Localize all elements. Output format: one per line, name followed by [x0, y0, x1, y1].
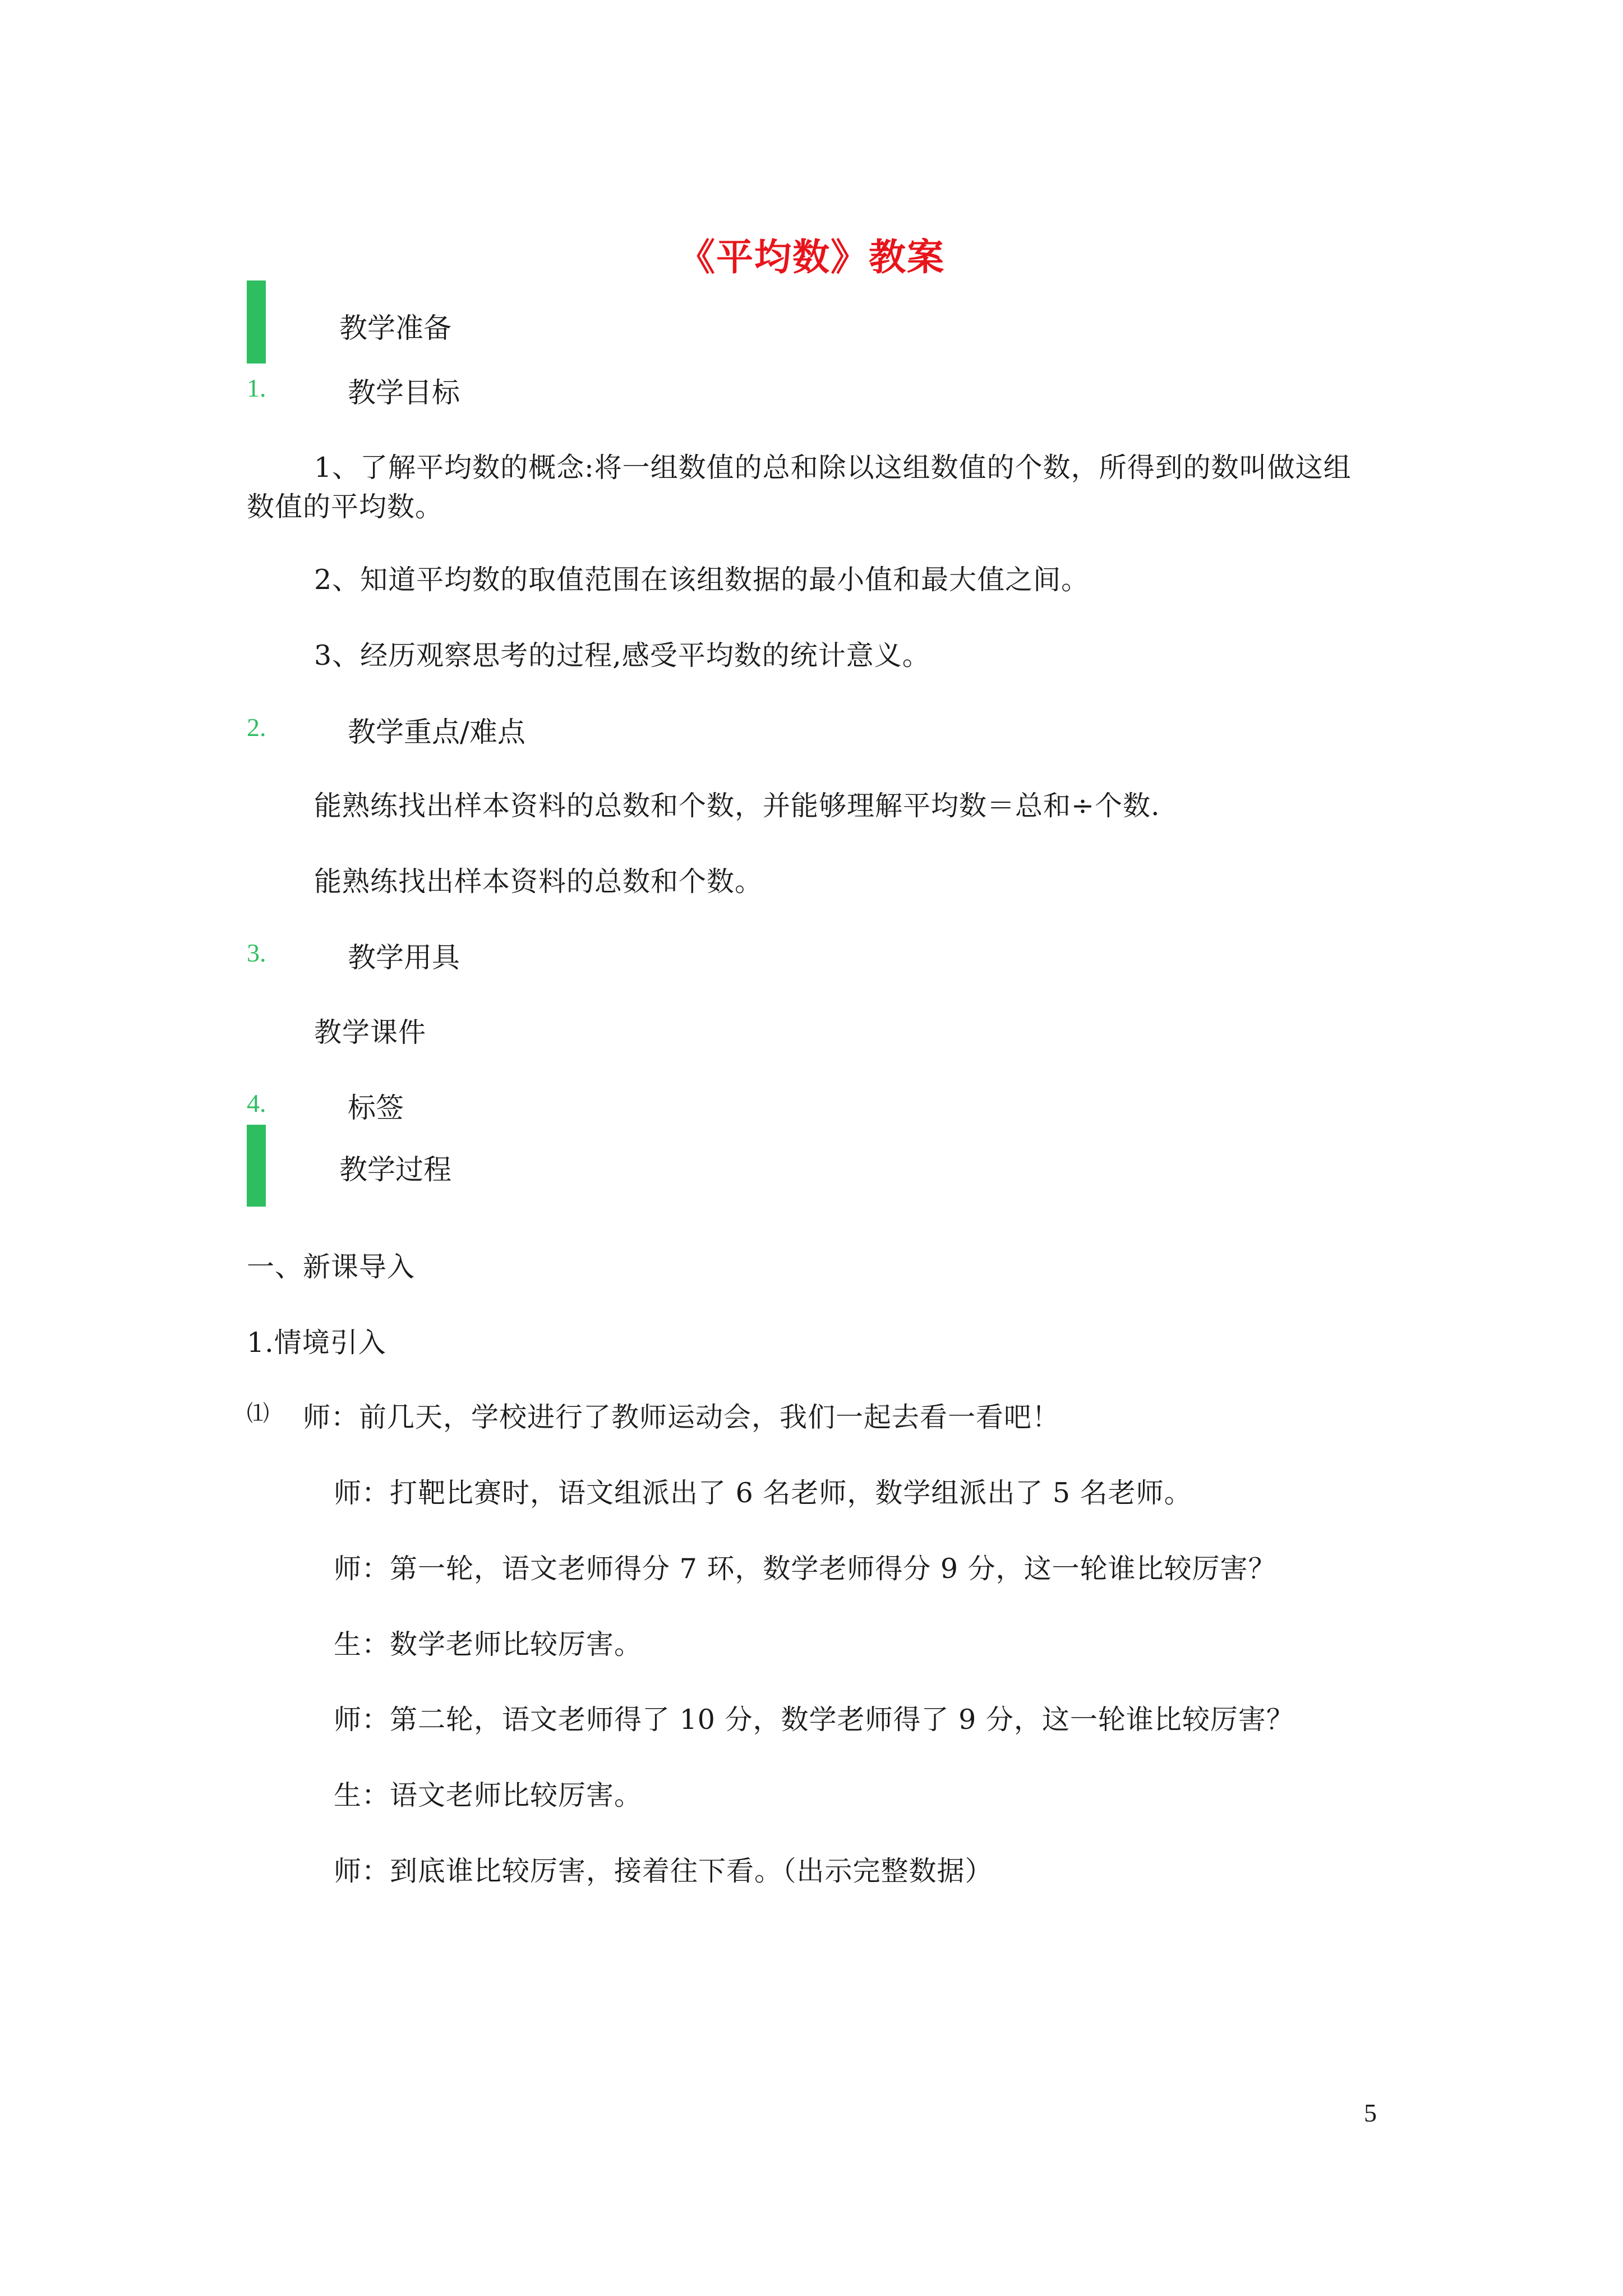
item-label-key-points: 教学重点/难点 [348, 716, 525, 748]
item-label-objectives: 教学目标 [348, 376, 460, 409]
item-number-3: 3. [247, 938, 266, 967]
document-title: 《平均数》教案 [678, 235, 945, 279]
objective-1-line2: 数值的平均数。 [247, 491, 444, 523]
item-number-2: 2. [247, 713, 266, 742]
objective-1-line1: 1、了解平均数的概念:将一组数值的总和除以这组数值的个数，所得到的数叫做这组 [314, 452, 1352, 484]
dialog-line-6: 师：到底谁比较厉害，接着往下看。（出示完整数据） [334, 1855, 993, 1887]
section-heading-process: 教学过程 [339, 1153, 451, 1186]
objective-3: 3、经历观察思考的过程,感受平均数的统计意义。 [314, 639, 930, 671]
item-label-tools: 教学用具 [348, 941, 460, 974]
tools-text: 教学课件 [314, 1016, 427, 1048]
process-heading: 一、新课导入 [247, 1251, 416, 1283]
key-point-line1: 能熟练找出样本资料的总数和个数，并能够理解平均数＝总和÷个数. [314, 790, 1160, 822]
dialog-line-3: 生：数学老师比较厉害。 [334, 1628, 643, 1660]
dialog-line-1: 师：打靶比赛时，语文组派出了 6 名老师，数学组派出了 5 名老师。 [334, 1477, 1192, 1509]
section-bar-process [247, 1125, 266, 1207]
objective-2: 2、知道平均数的取值范围在该组数据的最小值和最大值之间。 [314, 564, 1090, 596]
list-marker: ⑴ [247, 1401, 270, 1427]
section-heading-prep: 教学准备 [339, 312, 451, 344]
process-subheading: 1.情境引入 [247, 1327, 386, 1359]
section-bar-prep [247, 280, 266, 364]
page-number: 5 [1364, 2099, 1377, 2127]
dialog-line-2: 师：第一轮，语文老师得分 7 环，数学老师得分 9 分，这一轮谁比较厉害？ [334, 1553, 1276, 1585]
dialog-line-4: 师：第二轮，语文老师得了 10 分，数学老师得了 9 分，这一轮谁比较厉害？ [334, 1704, 1294, 1736]
item-number-1: 1. [247, 374, 266, 402]
dialog-line-5: 生：语文老师比较厉害。 [334, 1779, 643, 1811]
item-number-4: 4. [247, 1089, 266, 1117]
key-point-line2: 能熟练找出样本资料的总数和个数。 [314, 866, 763, 898]
item-label-tags: 标签 [348, 1092, 404, 1124]
intro-line: 师：前几天，学校进行了教师运动会，我们一起去看一看吧！ [303, 1401, 1061, 1433]
